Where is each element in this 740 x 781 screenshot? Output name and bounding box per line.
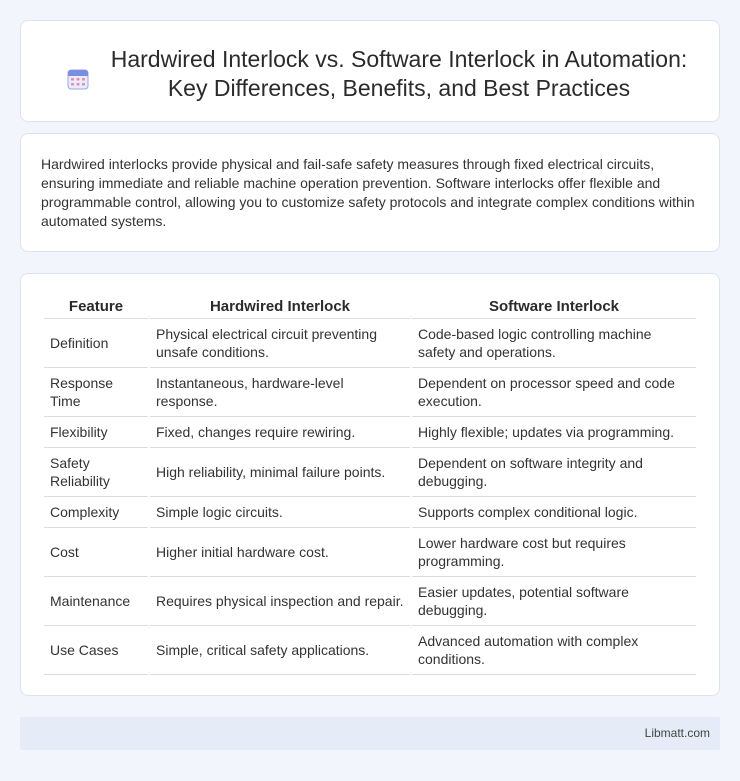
cell-software: Code-based logic controlling machine safety and operations. xyxy=(412,319,696,368)
cell-hardwired: Fixed, changes require rewiring. xyxy=(150,417,410,448)
cell-software: Dependent on software integrity and debugging. xyxy=(412,448,696,497)
cell-feature: Cost xyxy=(44,528,148,577)
cell-software: Highly flexible; updates via programming. xyxy=(412,417,696,448)
calendar-grid-icon xyxy=(67,68,89,90)
footer-bar xyxy=(20,717,720,750)
table-header-row xyxy=(44,295,696,319)
intro-card xyxy=(20,133,720,252)
table-row xyxy=(44,319,696,368)
table-row xyxy=(44,417,696,448)
cell-software: Advanced automation with complex conditions. xyxy=(412,626,696,675)
cell-software: Lower hardware cost but requires programming. xyxy=(412,528,696,577)
intro-paragraph: Hardwired interlocks provide physical and fail-safe safety measures through fixed electrical circuits, ensuring immediate and reliable machine operation prevention. Software interlocks offer flexible and programmable control, allowing you to customize safety protocols and integrate complex conditions within automated systems. xyxy=(41,156,695,229)
table-row xyxy=(44,626,696,675)
cell-software: Supports complex conditional logic. xyxy=(412,497,696,528)
cell-feature: Complexity xyxy=(44,497,148,528)
cell-feature: Maintenance xyxy=(44,577,148,626)
cell-feature: Flexibility xyxy=(44,417,148,448)
footer-brand-link[interactable]: Libmatt.com xyxy=(644,726,710,740)
table-row xyxy=(44,528,696,577)
cell-feature: Safety Reliability xyxy=(44,448,148,497)
cell-hardwired: Instantaneous, hardware-level response. xyxy=(150,368,410,417)
cell-hardwired: Physical electrical circuit preventing unsafe conditions. xyxy=(150,319,410,368)
comparison-table-card xyxy=(20,273,720,696)
cell-software: Dependent on processor speed and code execution. xyxy=(412,368,696,417)
table-row xyxy=(44,577,696,626)
table-row xyxy=(44,448,696,497)
page-title: Hardwired Interlock vs. Software Interlock in Automation: Key Differences, Benefits, and Best Practices xyxy=(110,46,688,101)
cell-software: Easier updates, potential software debugging. xyxy=(412,577,696,626)
cell-feature: Use Cases xyxy=(44,626,148,675)
column-header-hardwired: Hardwired Interlock xyxy=(150,295,410,319)
cell-hardwired: High reliability, minimal failure points. xyxy=(150,448,410,497)
cell-hardwired: Simple, critical safety applications. xyxy=(150,626,410,675)
cell-hardwired: Higher initial hardware cost. xyxy=(150,528,410,577)
table-row xyxy=(44,497,696,528)
cell-feature: Definition xyxy=(44,319,148,368)
cell-feature: Response Time xyxy=(44,368,148,417)
cell-hardwired: Simple logic circuits. xyxy=(150,497,410,528)
cell-hardwired: Requires physical inspection and repair. xyxy=(150,577,410,626)
title-card xyxy=(20,20,720,122)
column-header-software: Software Interlock xyxy=(412,295,696,319)
table-row xyxy=(44,368,696,417)
comparison-table xyxy=(42,295,698,675)
column-header-feature: Feature xyxy=(44,295,148,319)
